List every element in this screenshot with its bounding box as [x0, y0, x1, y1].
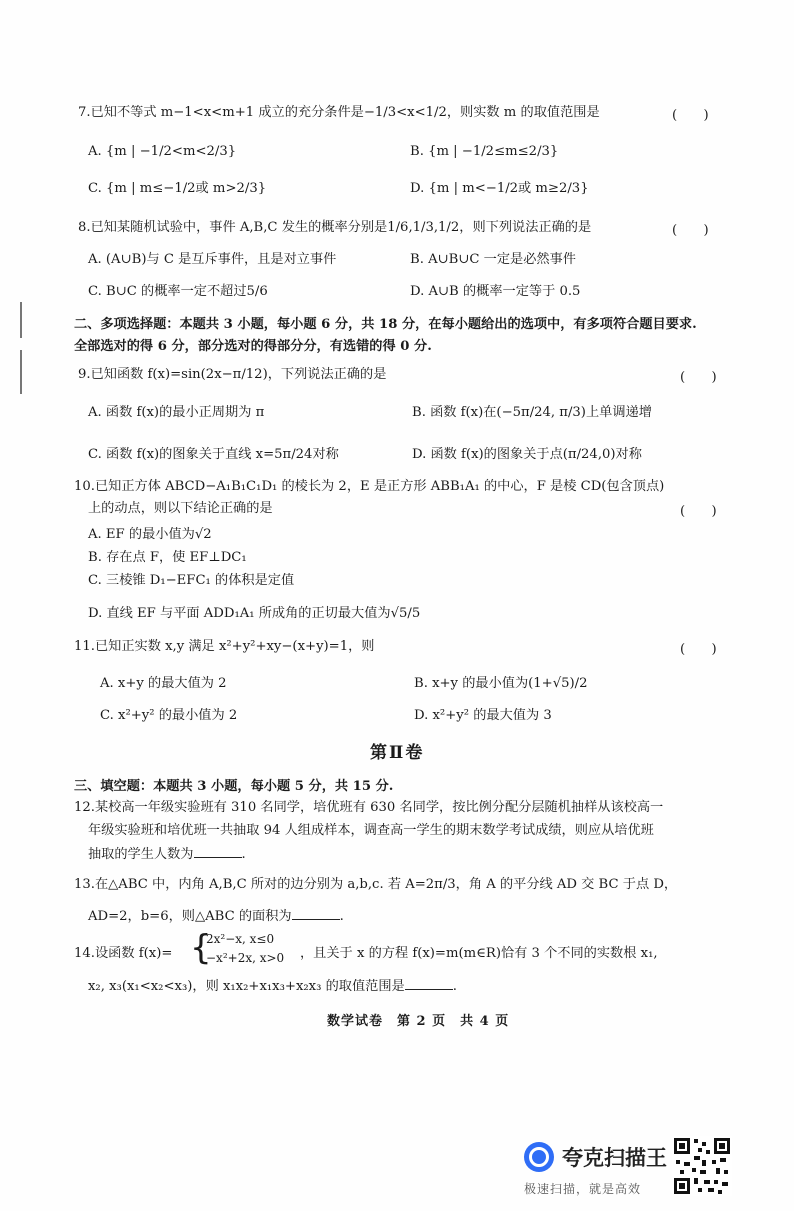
- q10-stem-line2: 上的动点，则以下结论正确的是: [88, 501, 273, 516]
- binding-mark: [20, 302, 22, 338]
- q14-answer-blank: [405, 977, 453, 990]
- q9-stem: 9.已知函数 f(x)=sin(2x−π/12)，下列说法正确的是: [78, 367, 387, 382]
- q7-stem: 7.已知不等式 m−1<x<m+1 成立的充分条件是−1/3<x<1/2，则实数 m 的取值范围是: [78, 105, 600, 120]
- q8-option-a: A. (A∪B)与 C 是互斥事件，且是对立事件: [88, 252, 337, 267]
- q11-option-c: C. x²+y² 的最小值为 2: [100, 708, 238, 723]
- q11-option-b: B. x+y 的最小值为(1+√5)/2: [414, 676, 588, 691]
- q14-piece-2: −x²+2x, x>0: [206, 951, 285, 965]
- q10-option-a: A. EF 的最小值为√2: [88, 527, 212, 542]
- q8-option-b: B. A∪B∪C 一定是必然事件: [410, 252, 576, 267]
- qr-code-icon: [672, 1136, 732, 1196]
- q12-line1: 12.某校高一年级实验班有 310 名同学，培优班有 630 名同学，按比例分配分层随机抽样从该校高一: [74, 800, 664, 815]
- page-footer: 数学试卷 第 2 页 共 4 页: [327, 1014, 510, 1029]
- q10-stem-line1: 10.已知正方体 ABCD−A₁B₁C₁D₁ 的棱长为 2，E 是正方形 ABB₁A₁ 的中心，F 是棱 CD(包含顶点): [74, 479, 665, 494]
- q8-stem: 8.已知某随机试验中，事件 A,B,C 发生的概率分别是1/6,1/3,1/2，则下列说法正确的是: [78, 220, 592, 235]
- q9-option-b: B. 函数 f(x)在(−5π/24, π/3)上单调递增: [412, 405, 652, 420]
- q14-piecewise-brace: {: [190, 928, 212, 968]
- binding-mark: [20, 350, 22, 394]
- q11-option-d: D. x²+y² 的最大值为 3: [414, 708, 552, 723]
- q7-option-c: C. {m | m≤−1/2或 m>2/3}: [88, 181, 267, 196]
- q11-option-a: A. x+y 的最大值为 2: [100, 676, 227, 691]
- q14-line2-text: x₂, x₃(x₁<x₂<x₃)，则 x₁x₂+x₁x₃+x₂x₃ 的取值范围是: [88, 979, 405, 994]
- q13-answer-blank: [292, 907, 340, 920]
- scanner-brand: 夸克扫描王: [562, 1146, 667, 1170]
- q9-option-c: C. 函数 f(x)的图象关于直线 x=5π/24对称: [88, 447, 339, 462]
- q13-line2-text: AD=2，b=6，则△ABC 的面积为: [88, 909, 292, 924]
- q8-option-c: C. B∪C 的概率一定不超过5/6: [88, 284, 268, 299]
- q8-option-d: D. A∪B 的概率一定等于 0.5: [410, 284, 581, 299]
- q9-option-a: A. 函数 f(x)的最小正周期为 π: [88, 405, 265, 420]
- q8-answer-paren: ( ): [672, 223, 709, 238]
- scanner-logo-icon: [524, 1142, 554, 1172]
- q11-answer-paren: ( ): [680, 642, 717, 657]
- q12-answer-blank: [194, 845, 242, 858]
- section-2-instructions: 全部选对的得 6 分，部分选对的得部分分，有选错的得 0 分.: [74, 339, 432, 354]
- scanner-slogan: 极速扫描，就是高效: [524, 1182, 642, 1196]
- q14-line1: [74, 945, 172, 963]
- q11-stem: 11.已知正实数 x,y 满足 x²+y²+xy−(x+y)=1，则: [74, 639, 375, 654]
- q10-answer-paren: ( ): [680, 504, 717, 519]
- q12-line3-text: 抽取的学生人数为: [88, 847, 194, 862]
- q7-option-b: B. {m | −1/2≤m≤2/3}: [410, 144, 559, 159]
- q14-line2: x₂, x₃(x₁<x₂<x₃)，则 x₁x₂+x₁x₃+x₂x₃ 的取值范围是 .: [88, 979, 457, 994]
- q7-answer-paren: ( ): [672, 108, 709, 123]
- section-2-heading: 二、多项选择题：本题共 3 小题，每小题 6 分，共 18 分，在每小题给出的选项中，有多项符合题目要求.: [74, 317, 697, 332]
- q9-option-d: D. 函数 f(x)的图象关于点(π/24,0)对称: [412, 447, 642, 462]
- q10-option-d: D. 直线 EF 与平面 ADD₁A₁ 所成角的正切最大值为√5/5: [88, 606, 421, 621]
- q13-line2: AD=2，b=6，则△ABC 的面积为 .: [88, 909, 344, 924]
- q14-piece-1: 2x²−x, x≤0: [206, 932, 275, 946]
- q13-line1: 13.在△ABC 中，内角 A,B,C 所对的边分别为 a,b,c. 若 A=2π/3，角 A 的平分线 AD 交 BC 于点 D，: [74, 877, 678, 892]
- q7-option-d: D. {m | m<−1/2或 m≥2/3}: [410, 181, 589, 196]
- q12-line3: 抽取的学生人数为 .: [88, 847, 246, 862]
- q10-option-c: C. 三棱锥 D₁−EFC₁ 的体积是定值: [88, 573, 295, 588]
- q10-option-b: B. 存在点 F，使 EF⊥DC₁: [88, 550, 247, 565]
- scanner-watermark: [520, 1138, 670, 1198]
- q14-function-label: 14.设函数 f(x)=: [74, 946, 173, 961]
- q7-option-a: A. {m | −1/2<m<2/3}: [88, 144, 237, 159]
- section-3-heading: 三、填空题：本题共 3 小题，每小题 5 分，共 15 分.: [74, 779, 394, 794]
- q12-line2: 年级实验班和培优班一共抽取 94 人组成样本，调查高一学生的期末数学考试成绩，则应从培优班: [88, 823, 654, 838]
- q14-line1-rest: ，且关于 x 的方程 f(x)=m(m∈R)恰有 3 个不同的实数根 x₁,: [300, 946, 658, 961]
- q9-answer-paren: ( ): [680, 370, 717, 385]
- volume-title: 第Ⅱ卷: [370, 743, 425, 763]
